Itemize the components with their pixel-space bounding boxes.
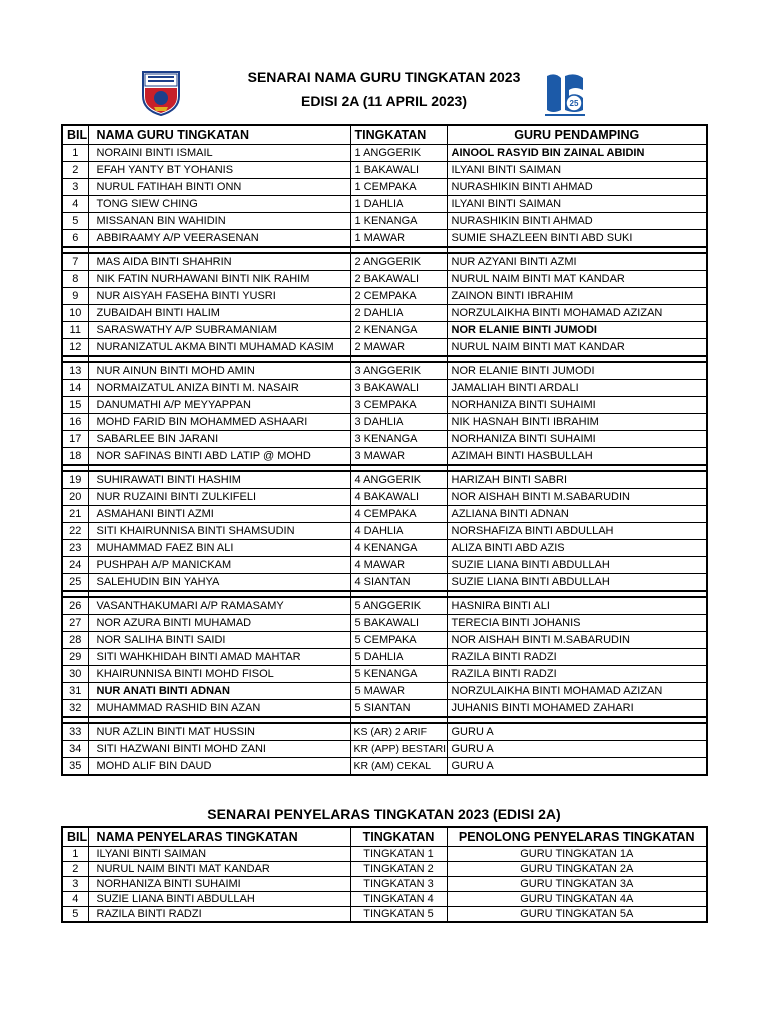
cell-bil: 26 [62,597,88,615]
table-row [62,362,707,380]
cell-tingkatan: 1 DAHLIA [350,196,447,213]
cell-nama: NURUL NAIM BINTI MAT KANDAR [88,862,350,877]
header-penolong: PENOLONG PENYELARAS TINGKATAN [447,827,707,847]
cell-bil: 4 [62,196,88,213]
header-nama: NAMA GURU TINGKATAN [88,125,350,145]
table-row [62,847,707,862]
cell-pendamping: NURASHIKIN BINTI AHMAD [447,179,707,196]
cell-bil: 29 [62,649,88,666]
cell-nama: MAS AIDA BINTI SHAHRIN [88,253,350,271]
cell-nama: NURUL FATIHAH BINTI ONN [88,179,350,196]
cell-bil: 14 [62,380,88,397]
cell-nama: NORAINI BINTI ISMAIL [88,145,350,162]
cell-nama: ABBIRAAMY A/P VEERASENAN [88,230,350,248]
cell-bil: 19 [62,471,88,489]
table-row [62,414,707,431]
header-tingkatan: TINGKATAN [350,125,447,145]
cell-bil: 2 [62,162,88,179]
table-row [62,162,707,179]
cell-pendamping: NURUL NAIM BINTI MAT KANDAR [447,339,707,357]
cell-bil: 16 [62,414,88,431]
cell-bil: 3 [62,179,88,196]
cell-tingkatan: 5 ANGGERIK [350,597,447,615]
cell-pendamping: AINOOL RASYID BIN ZAINAL ABIDIN [447,145,707,162]
cell-tingkatan: 4 ANGGERIK [350,471,447,489]
cell-tingkatan: 4 MAWAR [350,557,447,574]
cell-bil: 15 [62,397,88,414]
cell-tingkatan: 4 CEMPAKA [350,506,447,523]
cell-tingkatan: 3 KENANGA [350,431,447,448]
cell-bil: 30 [62,666,88,683]
table-row [62,649,707,666]
cell-tingkatan: 5 BAKAWALI [350,615,447,632]
cell-bil: 10 [62,305,88,322]
cell-bil: 20 [62,489,88,506]
cell-pendamping: RAZILA BINTI RADZI [447,649,707,666]
page-title: SENARAI NAMA GURU TINGKATAN 2023 [247,69,521,85]
cell-bil: 5 [62,907,88,923]
table-row [62,877,707,892]
cell-nama: PUSHPAH A/P MANICKAM [88,557,350,574]
cell-nama: NUR AZLIN BINTI MAT HUSSIN [88,723,350,741]
cell-tingkatan: KS (AR) 2 ARIF [350,723,447,741]
cell-pendamping: ALIZA BINTI ABD AZIS [447,540,707,557]
cell-nama: NORHANIZA BINTI SUHAIMI [88,877,350,892]
cell-bil: 1 [62,145,88,162]
cell-bil: 34 [62,741,88,758]
cell-nama: NIK FATIN NURHAWANI BINTI NIK RAHIM [88,271,350,288]
cell-tingkatan: 3 BAKAWALI [350,380,447,397]
cell-nama: SUZIE LIANA BINTI ABDULLAH [88,892,350,907]
table-row [62,615,707,632]
cell-nama: NORMAIZATUL ANIZA BINTI M. NASAIR [88,380,350,397]
cell-pendamping: ILYANI BINTI SAIMAN [447,162,707,179]
cell-bil: 1 [62,847,88,862]
table-row [62,196,707,213]
cell-nama: MOHD FARID BIN MOHAMMED ASHAARI [88,414,350,431]
cell-penolong: GURU TINGKATAN 3A [447,877,707,892]
cell-penolong: GURU TINGKATAN 1A [447,847,707,862]
cell-pendamping: NORZULAIKHA BINTI MOHAMAD AZIZAN [447,305,707,322]
cell-bil: 5 [62,213,88,230]
header-bil: BIL [62,125,88,145]
cell-nama: ZUBAIDAH BINTI HALIM [88,305,350,322]
cell-pendamping: NORZULAIKHA BINTI MOHAMAD AZIZAN [447,683,707,700]
header-bil: BIL [62,827,88,847]
cell-bil: 21 [62,506,88,523]
cell-bil: 31 [62,683,88,700]
cell-bil: 4 [62,892,88,907]
cell-tingkatan: 5 KENANGA [350,666,447,683]
table-row [62,741,707,758]
table-row [62,523,707,540]
cell-pendamping: JAMALIAH BINTI ARDALI [447,380,707,397]
cell-bil: 22 [62,523,88,540]
cell-nama: SITI KHAIRUNNISA BINTI SHAMSUDIN [88,523,350,540]
cell-tingkatan: KR (AM) CEKAL [350,758,447,776]
cell-pendamping: NORHANIZA BINTI SUHAIMI [447,431,707,448]
cell-pendamping: SUZIE LIANA BINTI ABDULLAH [447,574,707,592]
cell-bil: 17 [62,431,88,448]
table-row [62,632,707,649]
cell-nama: SUHIRAWATI BINTI HASHIM [88,471,350,489]
cell-pendamping: SUMIE SHAZLEEN BINTI ABD SUKI [447,230,707,248]
cell-nama: SALEHUDIN BIN YAHYA [88,574,350,592]
cell-nama: MISSANAN BIN WAHIDIN [88,213,350,230]
cell-pendamping: NOR ELANIE BINTI JUMODI [447,322,707,339]
table-row [62,322,707,339]
cell-tingkatan: 5 CEMPAKA [350,632,447,649]
table-header-row [62,125,707,145]
cell-tingkatan: 2 KENANGA [350,322,447,339]
cell-nama: NURANIZATUL AKMA BINTI MUHAMAD KASIM [88,339,350,357]
cell-tingkatan: 4 SIANTAN [350,574,447,592]
table-row [62,723,707,741]
table-row [62,448,707,466]
cell-bil: 7 [62,253,88,271]
cell-bil: 6 [62,230,88,248]
cell-bil: 33 [62,723,88,741]
cell-tingkatan: 3 DAHLIA [350,414,447,431]
cell-tingkatan: 1 KENANGA [350,213,447,230]
table-row [62,574,707,592]
cell-nama: MUHAMMAD RASHID BIN AZAN [88,700,350,718]
cell-nama: VASANTHAKUMARI A/P RAMASAMY [88,597,350,615]
cell-pendamping: NOR ELANIE BINTI JUMODI [447,362,707,380]
cell-pendamping: NOR AISHAH BINTI M.SABARUDIN [447,489,707,506]
guru-tingkatan-table [61,124,708,776]
cell-bil: 32 [62,700,88,718]
cell-nama: MOHD ALIF BIN DAUD [88,758,350,776]
table-row [62,471,707,489]
header-nama: NAMA PENYELARAS TINGKATAN [88,827,350,847]
anniversary-25-logo [541,70,589,118]
cell-tingkatan: 1 BAKAWALI [350,162,447,179]
cell-tingkatan: KR (APP) BESTARI [350,741,447,758]
cell-nama: NUR RUZAINI BINTI ZULKIFELI [88,489,350,506]
cell-bil: 9 [62,288,88,305]
cell-tingkatan: 5 DAHLIA [350,649,447,666]
cell-nama: NUR ANATI BINTI ADNAN [88,683,350,700]
cell-bil: 3 [62,877,88,892]
table-row [62,305,707,322]
cell-tingkatan: 1 ANGGERIK [350,145,447,162]
cell-tingkatan: 1 CEMPAKA [350,179,447,196]
table-row [62,230,707,248]
table-row [62,506,707,523]
cell-tingkatan: 2 ANGGERIK [350,253,447,271]
cell-bil: 24 [62,557,88,574]
header-tingkatan: TINGKATAN [350,827,447,847]
cell-nama: KHAIRUNNISA BINTI MOHD FISOL [88,666,350,683]
table-row [62,700,707,718]
table-row [62,862,707,877]
cell-pendamping: TERECIA BINTI JOHANIS [447,615,707,632]
table-row [62,271,707,288]
table-row [62,540,707,557]
cell-bil: 25 [62,574,88,592]
cell-tingkatan: 3 MAWAR [350,448,447,466]
cell-nama: DANUMATHI A/P MEYYAPPAN [88,397,350,414]
cell-tingkatan: TINGKATAN 3 [350,877,447,892]
cell-pendamping: GURU A [447,758,707,776]
cell-pendamping: NOR AISHAH BINTI M.SABARUDIN [447,632,707,649]
penyelaras-table [61,826,708,923]
cell-bil: 11 [62,322,88,339]
table-row [62,489,707,506]
table-row [62,397,707,414]
cell-tingkatan: 2 BAKAWALI [350,271,447,288]
table-row [62,758,707,776]
cell-pendamping: AZLIANA BINTI ADNAN [447,506,707,523]
cell-pendamping: AZIMAH BINTI HASBULLAH [447,448,707,466]
cell-nama: MUHAMMAD FAEZ BIN ALI [88,540,350,557]
cell-tingkatan: 4 KENANGA [350,540,447,557]
table-row [62,557,707,574]
cell-pendamping: NURUL NAIM BINTI MAT KANDAR [447,271,707,288]
cell-penolong: GURU TINGKATAN 5A [447,907,707,923]
cell-nama: EFAH YANTY BT YOHANIS [88,162,350,179]
cell-pendamping: HARIZAH BINTI SABRI [447,471,707,489]
svg-text:25: 25 [569,99,579,108]
penyelaras-title: SENARAI PENYELARAS TINGKATAN 2023 (EDISI 2A) [207,806,561,822]
table-row [62,179,707,196]
cell-bil: 18 [62,448,88,466]
table-row [62,288,707,305]
cell-bil: 13 [62,362,88,380]
cell-nama: SABARLEE BIN JARANI [88,431,350,448]
table-row [62,339,707,357]
cell-tingkatan: TINGKATAN 4 [350,892,447,907]
cell-nama: NUR AISYAH FASEHA BINTI YUSRI [88,288,350,305]
table-row [62,431,707,448]
cell-bil: 2 [62,862,88,877]
cell-tingkatan: 2 DAHLIA [350,305,447,322]
cell-bil: 8 [62,271,88,288]
cell-nama: ASMAHANI BINTI AZMI [88,506,350,523]
cell-nama: SITI WAHKHIDAH BINTI AMAD MAHTAR [88,649,350,666]
cell-bil: 12 [62,339,88,357]
cell-penolong: GURU TINGKATAN 2A [447,862,707,877]
cell-tingkatan: 2 CEMPAKA [350,288,447,305]
cell-nama: SITI HAZWANI BINTI MOHD ZANI [88,741,350,758]
cell-pendamping: NIK HASNAH BINTI IBRAHIM [447,414,707,431]
cell-pendamping: NORSHAFIZA BINTI ABDULLAH [447,523,707,540]
cell-tingkatan: 2 MAWAR [350,339,447,357]
table-header-row [62,827,707,847]
cell-tingkatan: TINGKATAN 1 [350,847,447,862]
cell-pendamping: JUHANIS BINTI MOHAMED ZAHARI [447,700,707,718]
cell-nama: NOR SALIHA BINTI SAIDI [88,632,350,649]
cell-bil: 28 [62,632,88,649]
cell-nama: NUR AINUN BINTI MOHD AMIN [88,362,350,380]
cell-tingkatan: 3 ANGGERIK [350,362,447,380]
cell-nama: TONG SIEW CHING [88,196,350,213]
cell-tingkatan: 1 MAWAR [350,230,447,248]
school-crest-logo [140,70,182,116]
cell-penolong: GURU TINGKATAN 4A [447,892,707,907]
cell-tingkatan: TINGKATAN 2 [350,862,447,877]
cell-pendamping: HASNIRA BINTI ALI [447,597,707,615]
cell-tingkatan: TINGKATAN 5 [350,907,447,923]
page-subtitle: EDISI 2A (11 APRIL 2023) [301,93,467,109]
table-row [62,683,707,700]
cell-tingkatan: 5 SIANTAN [350,700,447,718]
cell-nama: NOR AZURA BINTI MUHAMAD [88,615,350,632]
cell-tingkatan: 4 BAKAWALI [350,489,447,506]
cell-tingkatan: 5 MAWAR [350,683,447,700]
cell-nama: SARASWATHY A/P SUBRAMANIAM [88,322,350,339]
table-row [62,907,707,923]
table-row [62,145,707,162]
cell-pendamping: ILYANI BINTI SAIMAN [447,196,707,213]
cell-pendamping: RAZILA BINTI RADZI [447,666,707,683]
cell-tingkatan: 3 CEMPAKA [350,397,447,414]
cell-nama: RAZILA BINTI RADZI [88,907,350,923]
cell-pendamping: GURU A [447,723,707,741]
header-pendamping: GURU PENDAMPING [447,125,707,145]
cell-bil: 35 [62,758,88,776]
table-row [62,213,707,230]
cell-pendamping: ZAINON BINTI IBRAHIM [447,288,707,305]
table-row [62,666,707,683]
cell-pendamping: NURASHIKIN BINTI AHMAD [447,213,707,230]
cell-pendamping: NORHANIZA BINTI SUHAIMI [447,397,707,414]
cell-bil: 23 [62,540,88,557]
table-row [62,253,707,271]
table-row [62,892,707,907]
cell-pendamping: GURU A [447,741,707,758]
cell-pendamping: NUR AZYANI BINTI AZMI [447,253,707,271]
table-row [62,597,707,615]
cell-bil: 27 [62,615,88,632]
cell-tingkatan: 4 DAHLIA [350,523,447,540]
cell-nama: ILYANI BINTI SAIMAN [88,847,350,862]
cell-pendamping: SUZIE LIANA BINTI ABDULLAH [447,557,707,574]
cell-nama: NOR SAFINAS BINTI ABD LATIP @ MOHD [88,448,350,466]
table-row [62,380,707,397]
